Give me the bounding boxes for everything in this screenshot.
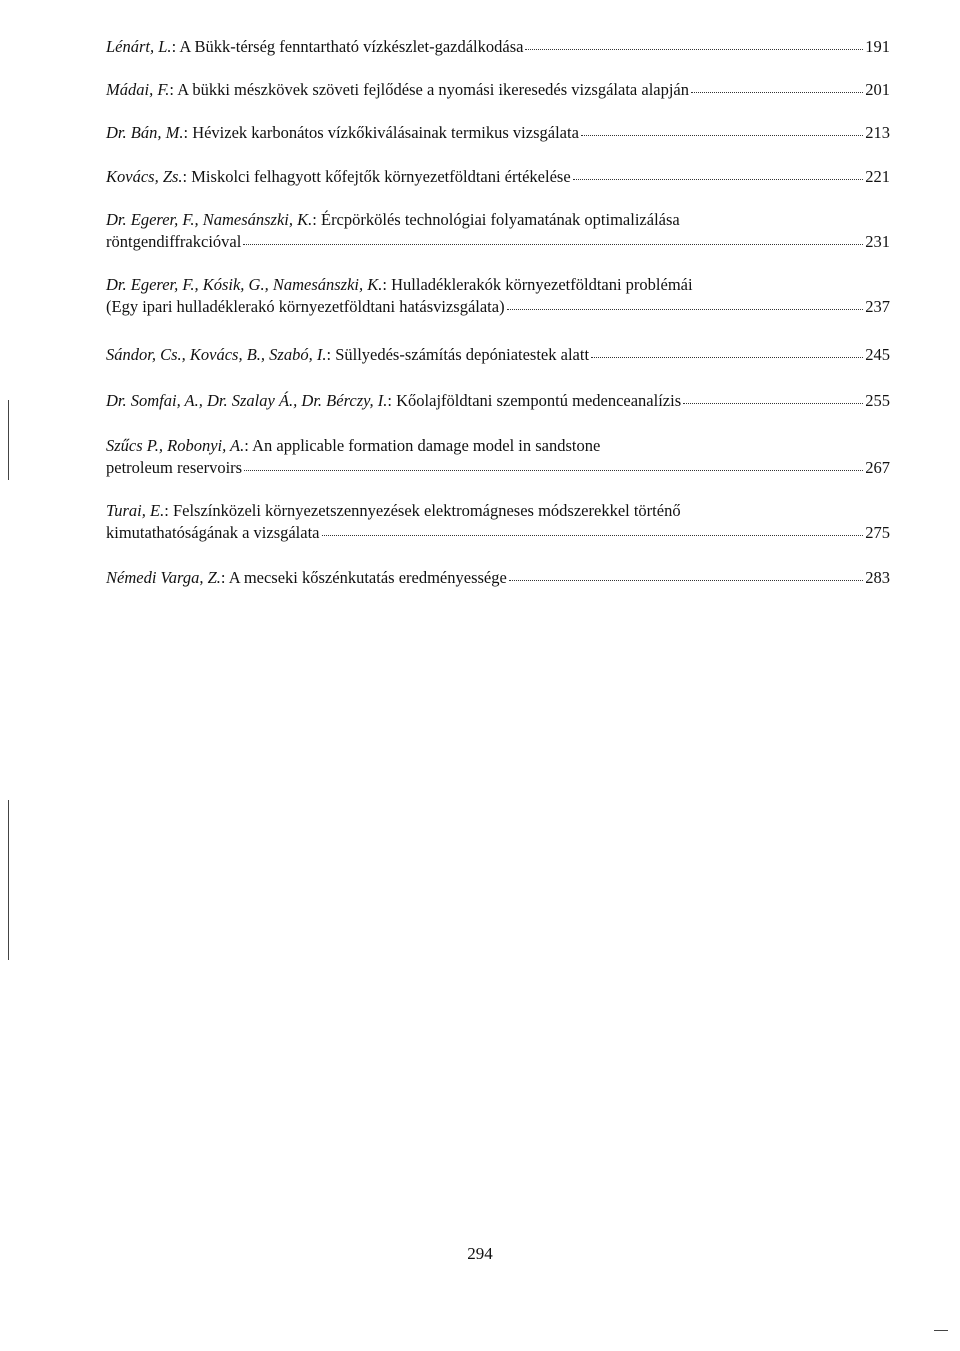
toc-authors: Kovács, Zs.: [106, 167, 183, 186]
toc-page-number: 255: [865, 391, 890, 410]
toc-title: A mecseki kőszénkutatás eredményessége: [225, 568, 507, 587]
toc-authors: Lénárt, L.: [106, 37, 172, 56]
toc-separator: :: [387, 391, 393, 410]
toc-authors: Dr. Somfai, A., Dr. Szalay Á., Dr. Bérczy, I.: [106, 391, 388, 410]
toc-entry: [106, 79, 890, 101]
toc-authors: Turai, E.: [106, 501, 165, 520]
toc-separator: :: [169, 80, 174, 99]
toc-title: Felszínközeli környezetszennyezések elektromágneses módszerekkel történő: [168, 501, 681, 520]
toc-authors: Dr. Egerer, F., Kósik, G., Namesánszki, K.: [106, 275, 383, 294]
toc-entry: [106, 209, 890, 253]
toc-title: Ércpörkölés technológiai folyamatának optimalizálása: [316, 210, 680, 229]
toc-separator: :: [382, 275, 387, 294]
toc-separator: :: [171, 37, 177, 56]
toc-title: A bükki mészkövek szöveti fejlődése a nyomási ikeresedés vizsgálata alapján: [174, 80, 690, 99]
toc-separator: :: [220, 568, 226, 587]
toc-entry: [106, 390, 890, 412]
toc-page-number: 231: [865, 232, 890, 251]
toc-page-number: 213: [865, 123, 890, 142]
dot-leader: [581, 123, 863, 136]
dot-leader: [591, 345, 863, 358]
toc-separator: :: [326, 345, 332, 364]
toc-entry: [106, 122, 890, 144]
toc-separator: :: [164, 501, 169, 520]
toc-entry: [106, 567, 890, 589]
toc-authors: Sándor, Cs., Kovács, B., Szabó, I.: [106, 345, 327, 364]
scan-mark: [8, 800, 9, 960]
page-number: 294: [467, 1244, 493, 1263]
toc-title: Kőolajföldtani szempontú medenceanalízis: [392, 391, 682, 410]
toc-page-number: 191: [865, 37, 890, 56]
toc-title: An applicable formation damage model in sandstone: [248, 436, 601, 455]
toc-title-continued: (Egy ipari hulladéklerakó környezetföldtani hatásvizsgálata): [106, 297, 505, 316]
toc-entry: [106, 274, 890, 318]
dot-leader: [683, 391, 863, 404]
toc-page-number: 237: [865, 297, 890, 316]
dot-leader: [507, 297, 864, 310]
toc-authors: Szűcs P., Robonyi, A.: [106, 436, 245, 455]
dot-leader: [244, 458, 863, 471]
toc-title: A Bükk-térség fenntartható vízkészlet-gazdálkodása: [176, 37, 524, 56]
toc-title-continued: kimutathatóságának a vizsgálata: [106, 523, 320, 542]
toc-separator: :: [182, 167, 188, 186]
toc-entry: [106, 166, 890, 188]
toc-separator: :: [244, 436, 249, 455]
toc-page-number: 275: [865, 523, 890, 542]
scan-mark: [8, 400, 9, 480]
toc-page-number: 283: [865, 568, 890, 587]
dot-leader: [525, 37, 863, 50]
toc-page-number: 221: [865, 167, 890, 186]
toc-authors: Dr. Egerer, F., Namesánszki, K.: [106, 210, 313, 229]
toc-authors: Némedi Varga, Z.: [106, 568, 221, 587]
toc-title: Hulladéklerakók környezetföldtani problémái: [386, 275, 693, 294]
toc-entry: [106, 344, 890, 366]
toc-page-number: 201: [865, 80, 890, 99]
toc-authors: Dr. Bán, M.: [106, 123, 184, 142]
dot-leader: [573, 167, 864, 180]
toc-entry: [106, 36, 890, 58]
toc-title: Süllyedés-számítás depóniatestek alatt: [331, 345, 590, 364]
toc-title-continued: petroleum reservoirs: [106, 458, 243, 477]
toc-title-continued: röntgendiffrakcióval: [106, 232, 242, 251]
toc-page-number: 267: [865, 458, 890, 477]
toc-entry: [106, 500, 890, 544]
dot-leader: [322, 523, 864, 536]
toc-separator: :: [312, 210, 317, 229]
dot-leader: [243, 232, 863, 245]
dot-leader: [509, 568, 863, 581]
scan-mark: [934, 1330, 948, 1331]
dot-leader: [691, 80, 863, 93]
toc-page-number: 245: [865, 345, 890, 364]
toc-title: Hévizek karbonátos vízkőkiválásainak termikus vizsgálata: [188, 123, 579, 142]
toc-entry: [106, 435, 890, 479]
toc-authors: Mádai, F.: [106, 80, 170, 99]
toc-title: Miskolci felhagyott kőfejtők környezetföldtani értékelése: [187, 167, 571, 186]
toc-separator: :: [183, 123, 189, 142]
